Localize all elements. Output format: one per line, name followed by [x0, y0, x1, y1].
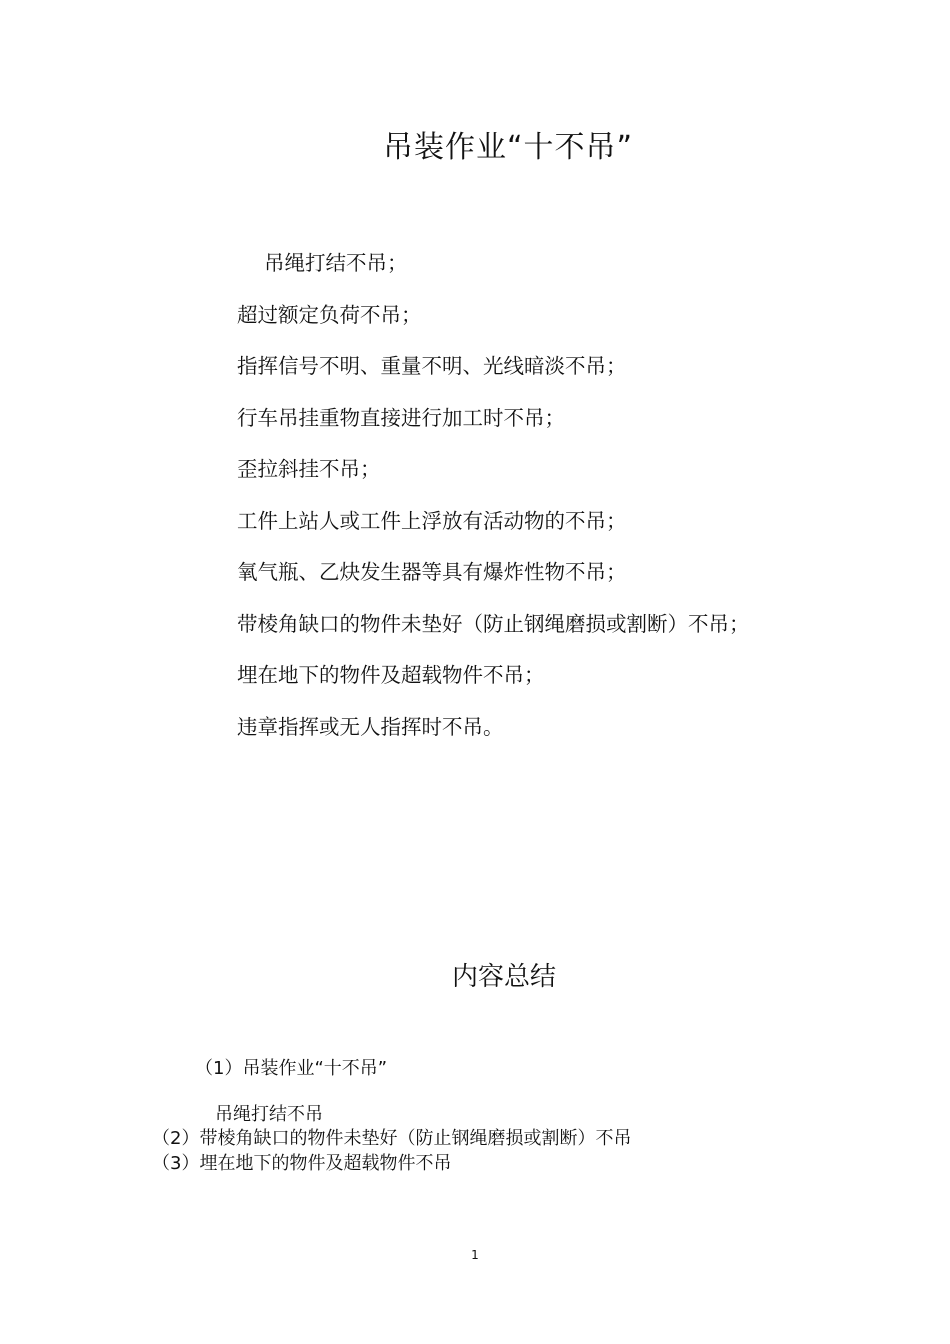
rule-item: 氧气瓶、乙炔发生器等具有爆炸性物不吊；	[237, 560, 627, 584]
rule-item: 指挥信号不明、重量不明、光线暗淡不吊；	[237, 354, 627, 378]
rule-item: 歪拉斜挂不吊；	[237, 457, 381, 481]
summary-item-1-sub: 吊绳打结不吊	[215, 1104, 323, 1125]
summary-item-3: （3）埋在地下的物件及超载物件不吊	[152, 1153, 452, 1174]
summary-item-2: （2）带棱角缺口的物件未垫好（防止钢绳磨损或割断）不吊	[152, 1128, 632, 1149]
rule-item: 带棱角缺口的物件未垫好（防止钢绳磨损或割断）不吊；	[237, 611, 750, 636]
rule-list	[237, 247, 750, 762]
rule-item: 违章指挥或无人指挥时不吊。	[237, 714, 504, 739]
rule-item: 埋在地下的物件及超载物件不吊；	[237, 663, 545, 687]
page-title: 吊装作业“十不吊”	[382, 130, 634, 165]
rule-item: 行车吊挂重物直接进行加工时不吊；	[237, 405, 565, 430]
summary-item-1: （1）吊装作业“十不吊”	[195, 1058, 388, 1079]
rule-item: 吊绳打结不吊；	[264, 251, 408, 275]
summary-heading: 内容总结	[451, 962, 556, 992]
rule-item: 超过额定负荷不吊；	[237, 302, 422, 327]
page-number: 1	[471, 1248, 479, 1262]
rule-item: 工件上站人或工件上浮放有活动物的不吊；	[237, 508, 627, 533]
